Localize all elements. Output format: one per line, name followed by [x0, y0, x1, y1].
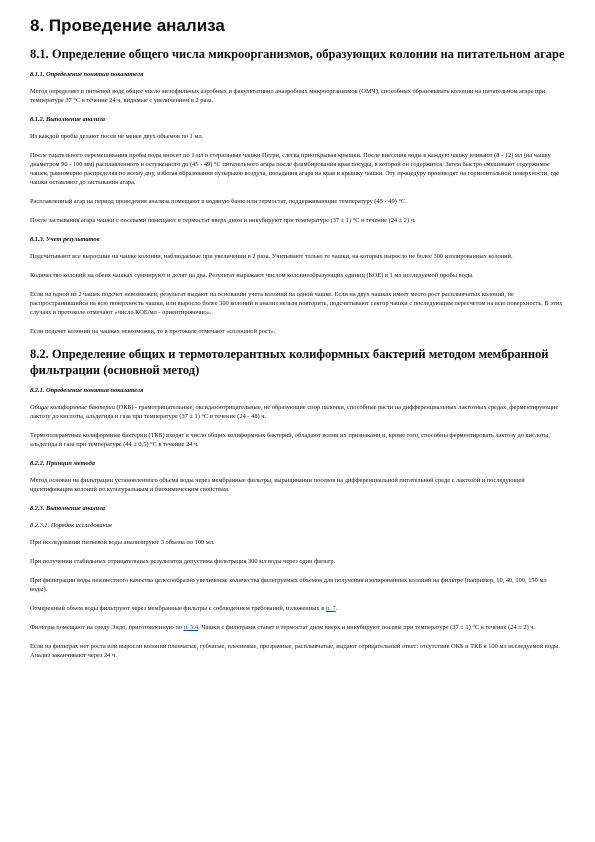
page-title: 8. Проведение анализа: [30, 16, 225, 35]
paragraph: При исследовании питьевой воды анализируют 3 объема по 100 мл.: [30, 539, 215, 546]
paragraph: Подсчитывают все выросшие на чашке колонии, наблюдаемые при увеличении в 2 раза. Учитывают только те чашки, на которых выросло не более 300 изолированных колоний.: [30, 253, 513, 260]
paragraph: Из каждой пробы делают посев не менее двух объемов по 1 мл.: [30, 133, 204, 140]
paragraph: Если подсчет колоний на чашках невозможен, то в протоколе отмечают «сплошной рост».: [30, 328, 276, 335]
paragraph: Термотолерантные колиформные бактерии (ТКБ) входят в число общих колиформных бактерий, обладают всеми их признаками и, кроме того, способны ферментировать лактозу до кислоты, альдегида и газа при температуре (44 ± 0,5) °С в течение 24 ч.: [30, 432, 550, 448]
paragraph: Расплавленный агар на период проведения анализа помещают в водяную баню или термостат, поддерживающие температуру (45 - 49) °С.: [30, 198, 407, 205]
paragraph-text: (ОКБ) - грамотрицательные, оксидазоотрицательные, не образующие спор палочки, способные расти на дифференциальных лактозных средах, ферментирующие лактозу до кислоты, альдегида и газа при температуре (37 ± 1) °С в течение (24 - 48) ч.: [30, 404, 559, 420]
paragraph: Если на фильтрах нет роста или выросли колонии пленчатые, губчатые, плесневые, прозрачные, расплывчатые, выдают отрицательный ответ: отсутствие ОКБ и ТКБ в 100 мл исследуемой воды. Анализ заканчивают через 24 ч.: [30, 643, 560, 659]
paragraph: При фильтрации воды неизвестного качества целесообразно увеличение количества фильтруемых объемов для получения изолированных колоний на фильтре (например, 10, 40, 100, 150 мл воды).: [30, 577, 547, 593]
subheading-8-1-3: 8.1.3. Учет результатов: [30, 236, 100, 243]
paragraph: Если на одной из 2 чашек подсчет невозможен, результат выдают на основании учета колоний на одной чашке. Если на двух чашках имеет место рост расплывчатых колоний, не распространившийся на всю поверхность чашки, или выросло более 300 колоний и анализ нельзя повторить, подсчитывают сектор чашки с последующим пересчетом на всю поверхность. В этих случаях в протоколе отмечают «число КОЕ/мл - ориентировочно».: [30, 291, 563, 316]
subheading-8-2-3: 8.2.3. Выполнение анализа: [30, 505, 105, 512]
paragraph: После тщательного перемешивания пробы воды вносят по 1 мл в стерильные чашки Петри, слегка приоткрывая крышки. После внесения воды в каждую чашку вливают (8 - 12) мл (на чашку диаметром 90 - 100 мм) расплавленного и остуженного до (45 - 49) °С питательного агара после фламбирования края посуды, в которой он содержится. Затем быстро смешивают содержимое чашек, равномерно распределяя по всему дну, избегая образования пузырьков воздуха, попадания агара на края и крышку чашки. Эту процедуру производят на горизонтальной поверхности, где чашки оставляют до застывания агара.: [30, 152, 559, 186]
term-okb: Общие колиформные бактерии: [30, 404, 115, 411]
paragraph-text: . Чашки с фильтрами ставят в термостат дном вверх и инкубируют посевы при температуре (37 ± 1) °С в течение (24 ± 2) ч.: [198, 624, 536, 631]
subheading-8-1-1: 8.1.1. Определение понятия показателя: [30, 71, 144, 78]
paragraph: При получении стабильных отрицательных результатов допустима фильтрация 300 мл воды через один фильтр.: [30, 558, 336, 565]
paragraph: Метод основан на фильтрации установленного объема воды через мембранные фильтры, выращивании посевов на дифференциальной питательной среде с лактозой и последующей идентификации колоний по культуральным и биохимическим свойствам.: [30, 477, 525, 493]
subheading-8-2-2: 8.2.2. Принцип метода: [30, 460, 95, 467]
link-section-7[interactable]: п. 7: [325, 605, 336, 612]
paragraph: После застывания агара чашки с посевами помещают в термостат вверх дном и инкубируют при температуре (37 ± 1) °С в течение (24 ± 2) ч.: [30, 217, 416, 224]
paragraph: Метод определяет в питьевой воде общее число мезофильных аэробных и факультативно анаэробных микроорганизмов (ОМЧ), способных образовывать колонии на питательном агаре при температуре 37 °С в течение 24 ч, видимые с увеличением в 2 раза.: [30, 88, 546, 104]
subheading-8-2-1: 8.2.1. Определение понятия показателя: [30, 387, 144, 394]
section-heading-8-2: 8.2. Определение общих и термотолерантных колиформных бактерий методом мембранной фильтрации (основной метод): [30, 347, 549, 377]
subheading-8-1-2: 8.1.2. Выполнение анализа: [30, 116, 105, 123]
subheading-8-2-3-1: 8.2.3.1. Порядок исследования: [30, 522, 112, 529]
paragraph-text: Фильтры помещают на среду Эндо, приготовленную по: [30, 624, 184, 631]
paragraph-text: .: [335, 605, 338, 612]
paragraph: [30, 604, 565, 613]
paragraph-text: Отмеренный объем воды фильтруют через мембранные фильтры с соблюдением требований, изложенных в: [30, 605, 326, 612]
paragraph: Количество колоний на обеих чашках суммируют и делят на два. Результат выражают числом колониеобразующих единиц (КОЕ) в 1 мл исследуемой пробы воды.: [30, 272, 474, 279]
section-heading-8-1: 8.1. Определение общего числа микроорганизмов, образующих колонии на питательном агаре: [30, 47, 565, 61]
paragraph: [30, 623, 565, 632]
link-section-5-4[interactable]: п. 5.4: [183, 624, 199, 631]
paragraph: [30, 403, 565, 421]
